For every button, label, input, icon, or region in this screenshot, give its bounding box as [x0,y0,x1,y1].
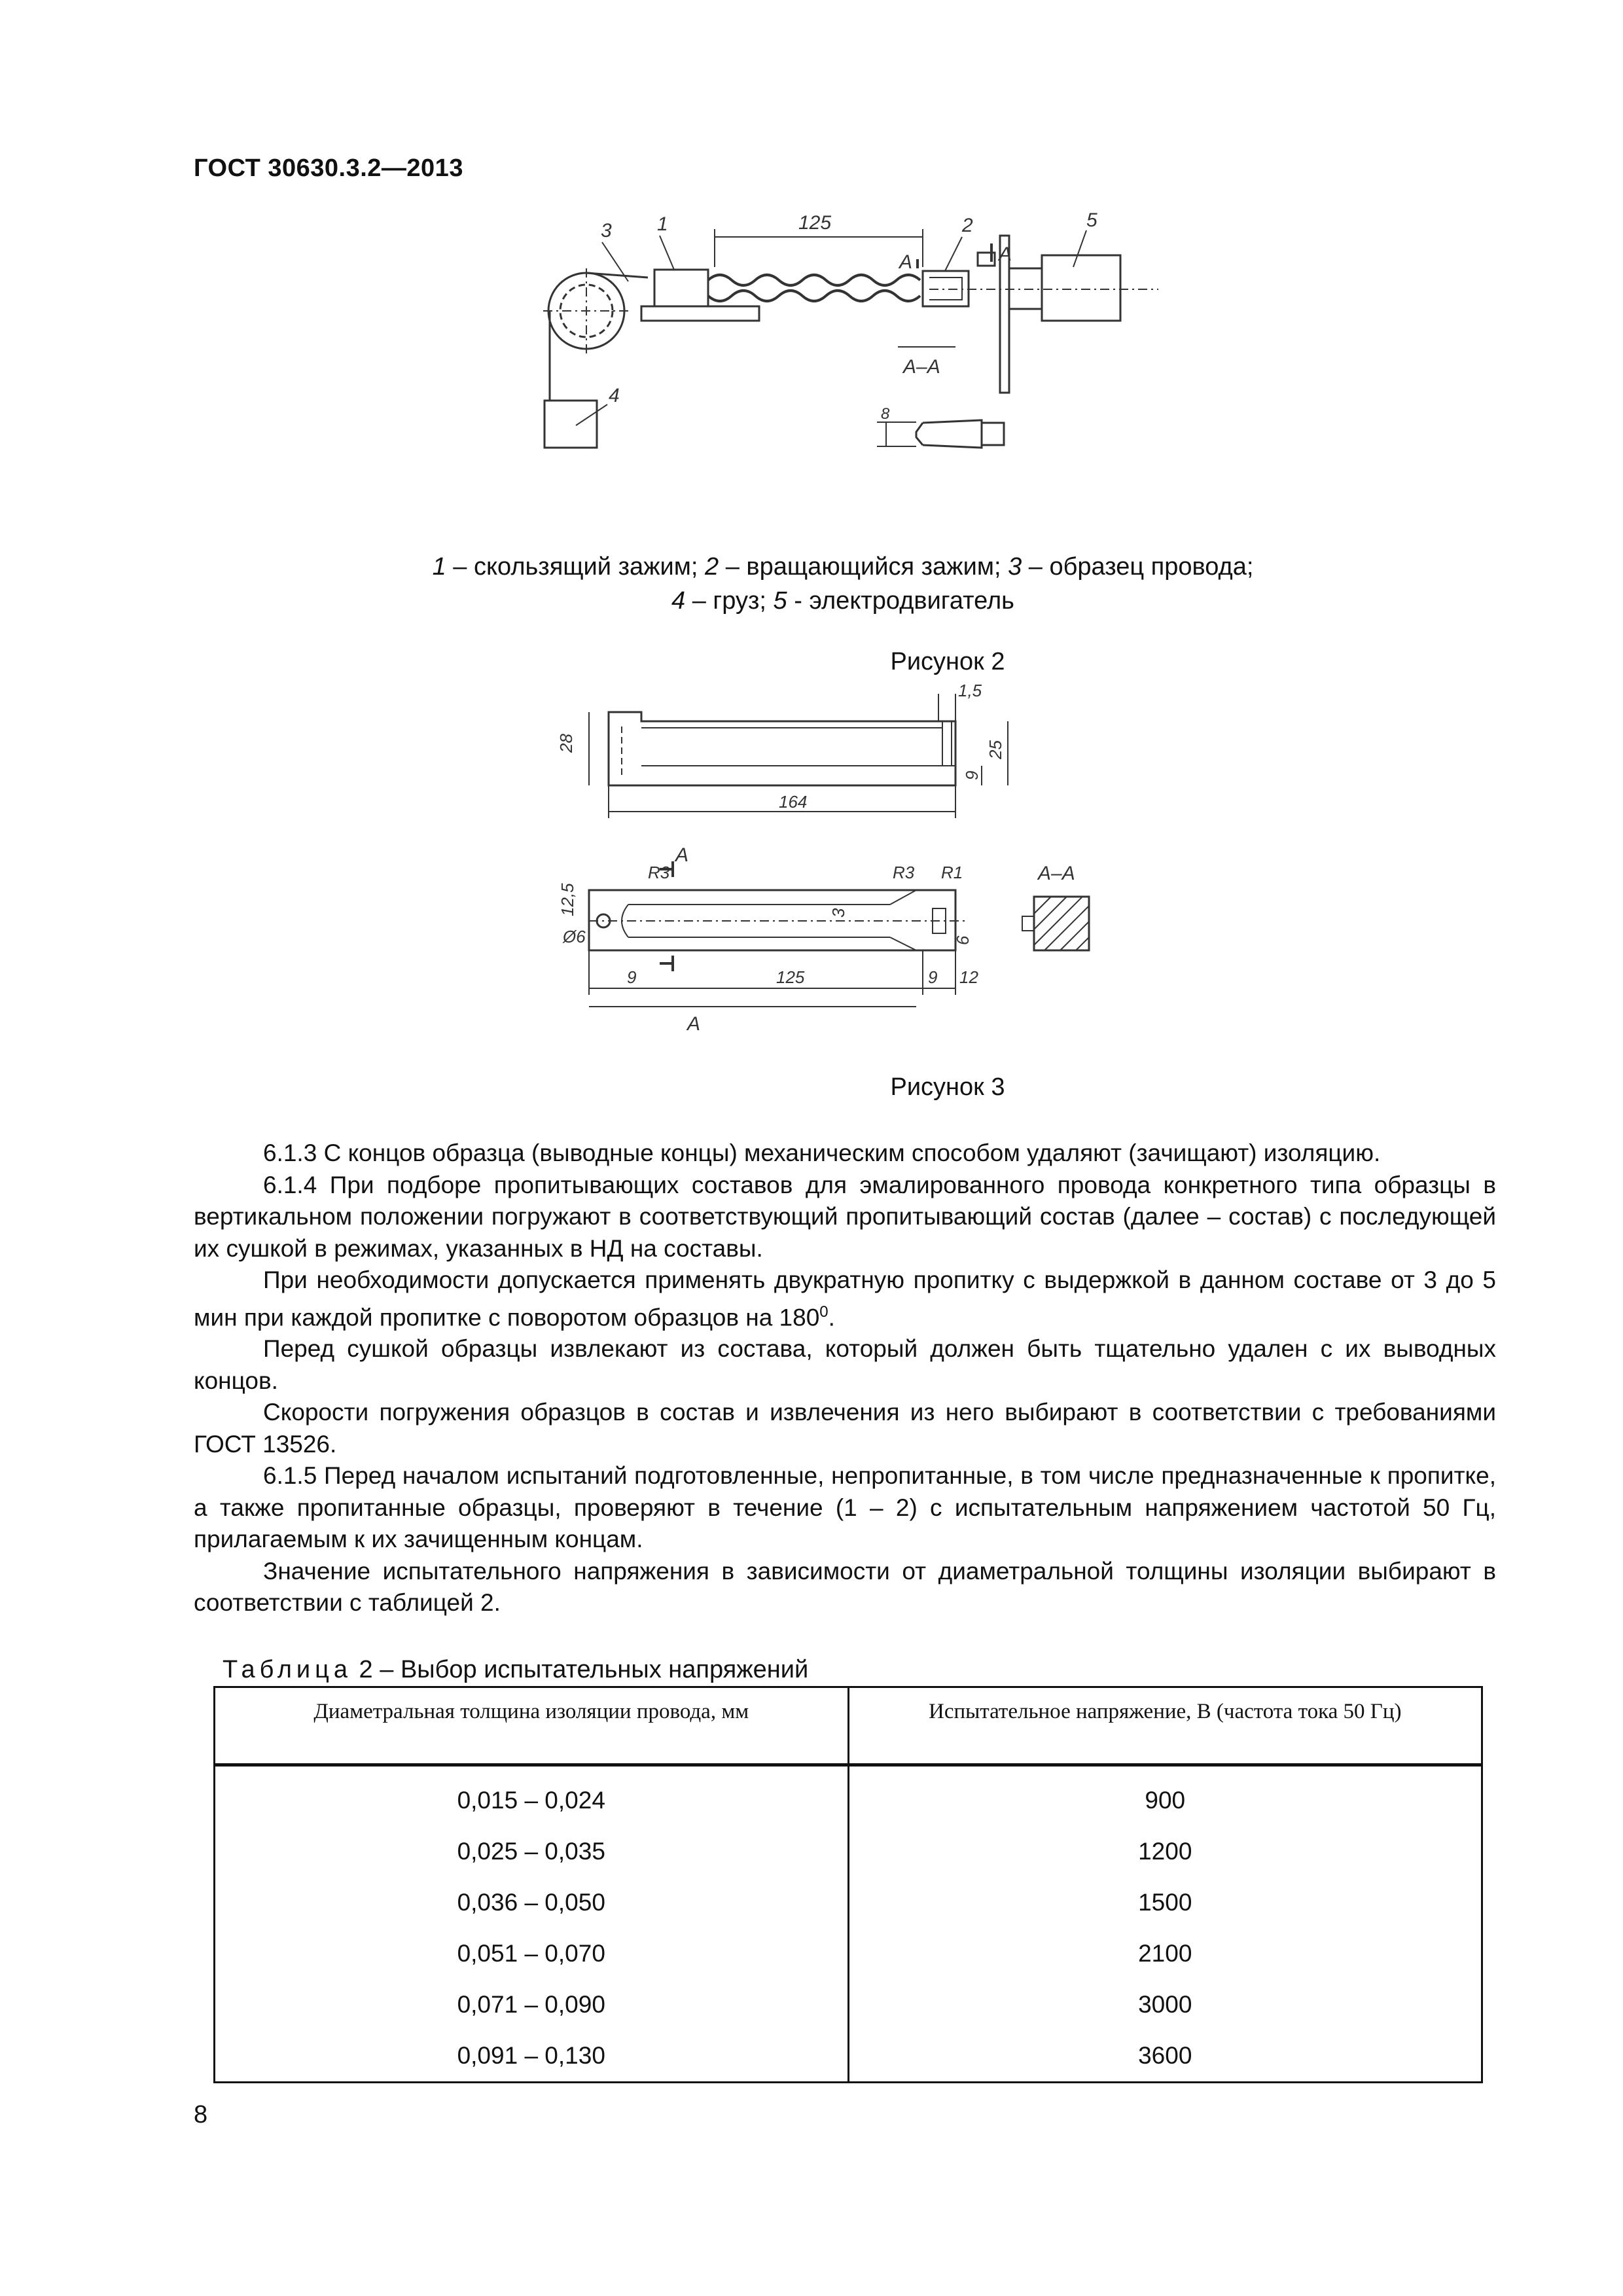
figure-3-dim-1-5: 1,5 [958,681,982,700]
page-number: 8 [194,2101,208,2128]
figure-3-dim-12: 12 [959,967,978,987]
figure-2-dim-125: 125 [798,212,832,234]
figure-3-dim-9-right: 9 [928,967,938,987]
figure-3-dim-28: 28 [556,734,576,753]
figure-3-dim-3: 3 [829,908,848,918]
figure-3-dim-12-5: 12,5 [558,883,577,916]
document-code: ГОСТ 30630.3.2—2013 [194,154,463,182]
table-row [215,1826,1482,1877]
paragraph-test-voltage: Значение испытательного напряжения в зависимости от диаметральной толщины изоляции выбирают в соответствии с таблицей 2. [194,1557,1496,1617]
table-cell-voltage: 2100 [848,1928,1482,1979]
figure-2-label-4: 4 [609,385,620,406]
figure-2-caption [194,550,1492,618]
table-header-row [215,1687,1482,1765]
figure-3-dim-9-left: 9 [627,967,637,987]
figure-3-dim-125: 125 [776,967,805,987]
table-cell-thickness: 0,071 – 0,090 [215,1979,849,2030]
paragraph-6-1-5: 6.1.5 Перед началом испытаний подготовленные, непропитанные, в том числе предназначенные к пропитке, а также пропитанные образцы, проверяют в течение (1 – 2) с испытательным напряжением частотой 50 Гц, прилагаемым к их зачищенным концам. [194,1462,1496,1553]
figure-2-label-2: 2 [962,215,973,236]
paragraph-speed: Скорости погружения образцов в состав и извлечения из него выбирают в соответствии с требованиями ГОСТ 13526. [194,1399,1496,1458]
section-6-1-text [194,1138,1496,1619]
table-header-thickness: Диаметральная толщина изоляции провода, мм [215,1687,849,1765]
figure-3-section-mark-a: А [675,844,689,866]
figure-2-section-mark-a2: А [999,243,1012,265]
paragraph-drying: Перед сушкой образцы извлекают из состава, который должен быть тщательно удален с их выводных концов. [194,1335,1496,1394]
figure-2-caption-line-1: 1 – скользящий зажим; 2 – вращающийся зажим; 3 – образец провода; [432,553,1254,581]
figure-2-label-5: 5 [1086,209,1097,231]
table-cell-voltage: 3600 [848,2030,1482,2083]
table-cell-voltage: 1200 [848,1826,1482,1877]
figure-2-section-aa: А–А [903,356,940,378]
figure-3-radius-r3-right: R3 [893,863,915,882]
figure-2-section-mark-a: А [899,251,913,273]
figure-3-drawing [550,681,1139,1060]
figure-2-drawing [510,196,1165,484]
figure-2-label-3: 3 [601,220,612,242]
figure-3-radius-r3-left: R3 [648,863,670,882]
figure-3-dim-9-top: 9 [962,770,982,780]
table-cell-thickness: 0,025 – 0,035 [215,1826,849,1877]
figure-3-dim-164: 164 [779,792,808,812]
table-row [215,1979,1482,2030]
table-cell-voltage: 3000 [848,1979,1482,2030]
table-header-voltage: Испытательное напряжение, В (частота тока 50 Гц) [848,1687,1482,1765]
paragraph-6-1-3: 6.1.3 С концов образца (выводные концы) механическим способом удаляют (зачищают) изоляцию. [263,1139,1381,1166]
paragraph-double-impregnation: При необходимости допускается применять двукратную пропитку с выдержкой в данном составе от 3 до 5 мин при каждой пропитке с поворотом образцов на $180^0$. [194,1266,1496,1331]
figure-2-label-1: 1 [657,213,668,235]
figure-3-radius-r1: R1 [941,863,963,882]
table-2 [213,1686,1483,2083]
table-cell-thickness: 0,036 – 0,050 [215,1877,849,1928]
table-cell-voltage: 900 [848,1765,1482,1827]
figure-2-dim-8: 8 [881,405,890,423]
table-cell-voltage: 1500 [848,1877,1482,1928]
table-cell-thickness: 0,051 – 0,070 [215,1928,849,1979]
table-row [215,1765,1482,1827]
figure-3-dim-6: 6 [953,935,972,945]
table-cell-thickness: 0,091 – 0,130 [215,2030,849,2083]
table-row [215,2030,1482,2083]
table-row [215,1877,1482,1928]
table-2-title: Таблица 2 – Выбор испытательных напряжений [223,1656,809,1683]
figure-2-title: Рисунок 2 [890,648,1005,675]
table-cell-thickness: 0,015 – 0,024 [215,1765,849,1827]
figure-3-dim-25: 25 [986,740,1005,759]
figure-2-caption-line-2: 4 – груз; 5 - электродвигатель [671,587,1014,615]
table-row [215,1928,1482,1979]
figure-3-dim-phi6: Ø6 [563,927,586,946]
figure-3-title: Рисунок 3 [890,1073,1005,1101]
figure-3-section-mark-a-bottom: А [687,1013,701,1035]
figure-3-section-aa: А–А [1038,863,1075,884]
paragraph-6-1-4: 6.1.4 При подборе пропитывающих составов для эмалированного провода конкретного типа образцы в вертикальном положении погружают в соответствующий пропитывающий состав (далее – состав) с последующей их сушкой в режимах, указанных в НД на составы. [194,1171,1496,1262]
